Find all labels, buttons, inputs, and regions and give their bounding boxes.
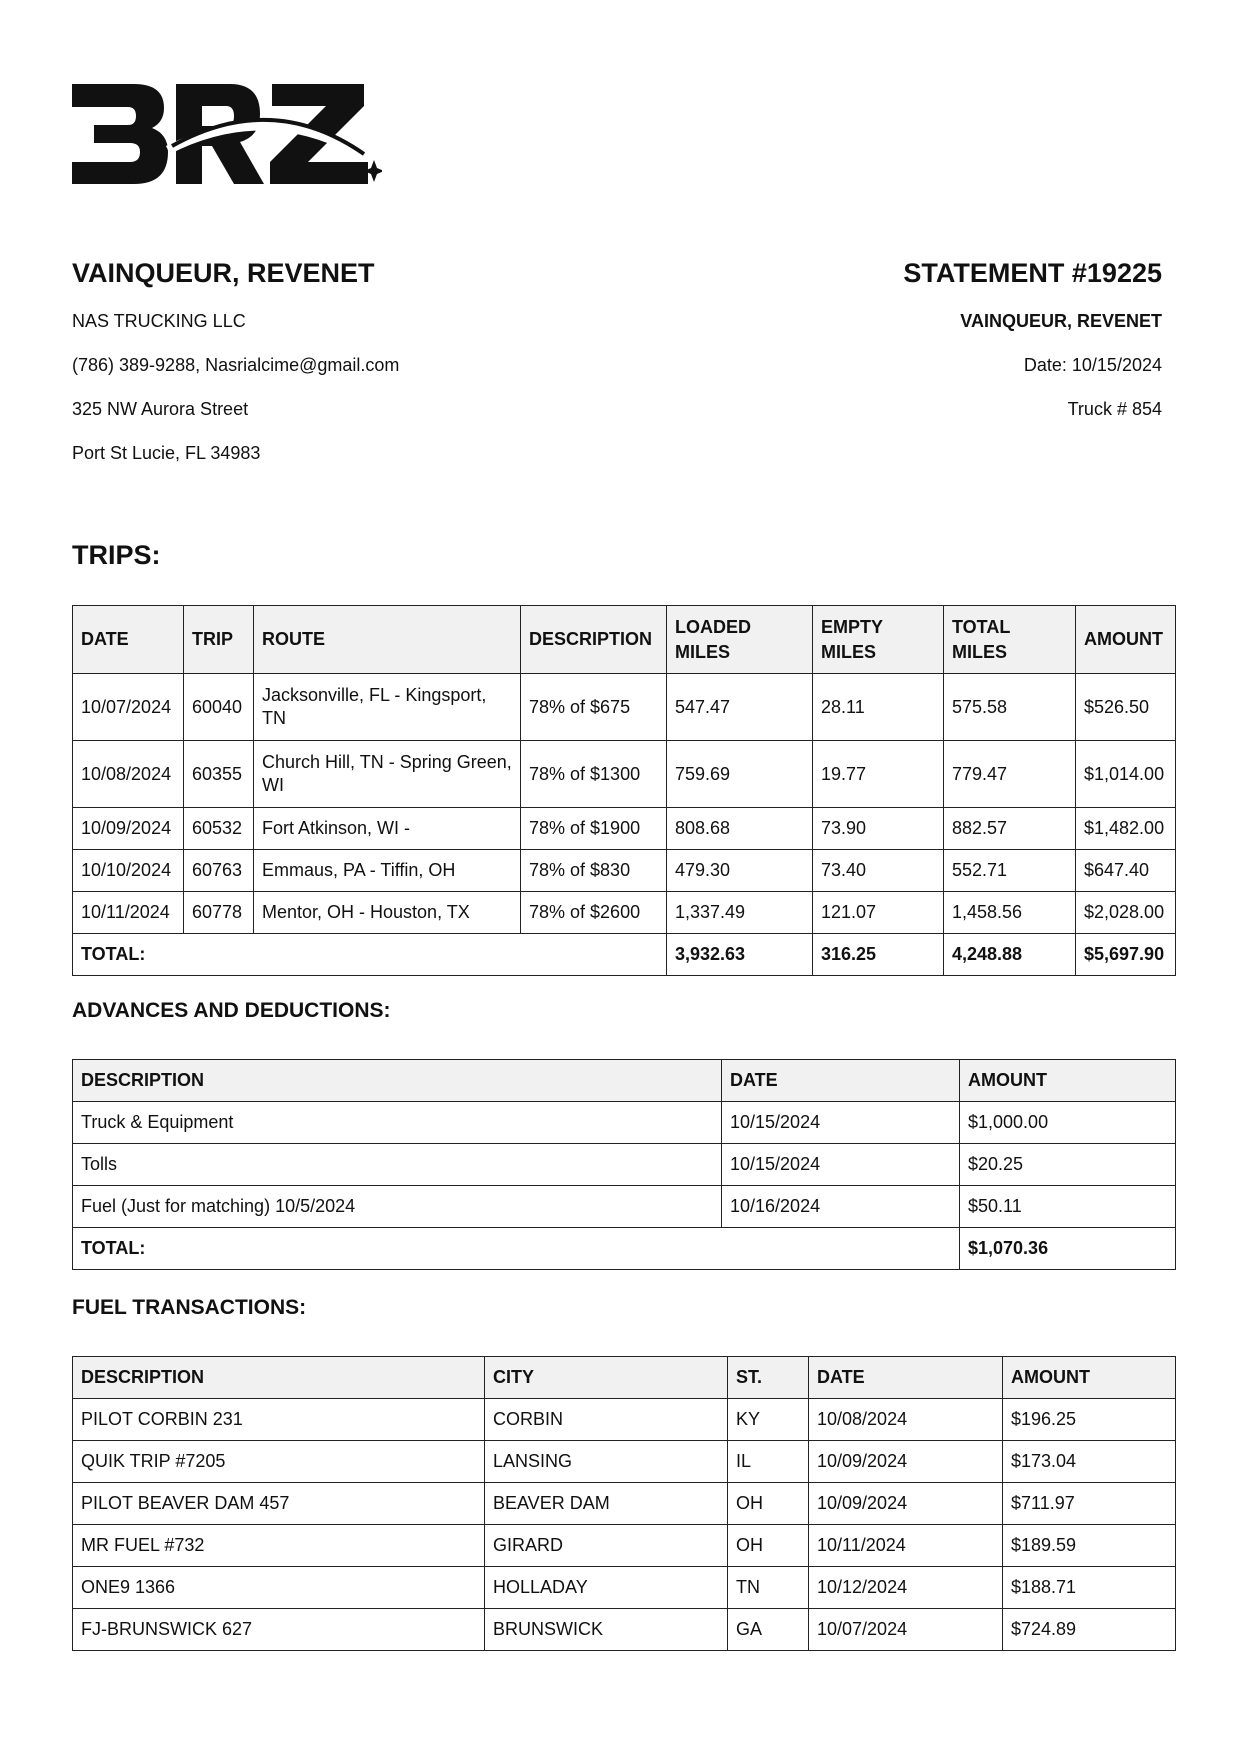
trip-loaded-miles: 1,337.49 bbox=[667, 892, 813, 934]
fuel-title: FUEL TRANSACTIONS: bbox=[72, 1296, 307, 1319]
table-row bbox=[73, 741, 1176, 808]
trip-total-miles: 882.57 bbox=[944, 808, 1076, 850]
trip-loaded-miles: 547.47 bbox=[667, 674, 813, 741]
trip-empty-miles: 28.11 bbox=[813, 674, 944, 741]
trip-route: Mentor, OH - Houston, TX bbox=[254, 892, 521, 934]
fuel-state: TN bbox=[728, 1567, 809, 1609]
advances-total-amount: $1,070.36 bbox=[960, 1228, 1176, 1270]
advances-table bbox=[72, 1059, 1176, 1270]
col-date: DATE bbox=[722, 1060, 960, 1102]
city-address: Port St Lucie, FL 34983 bbox=[72, 443, 261, 463]
advances-total-row bbox=[73, 1228, 1176, 1270]
fuel-date: 10/09/2024 bbox=[809, 1441, 1003, 1483]
col-empty-miles: EMPTY MILES bbox=[813, 606, 944, 674]
fuel-description: PILOT BEAVER DAM 457 bbox=[73, 1483, 485, 1525]
trip-empty-miles: 73.40 bbox=[813, 850, 944, 892]
trip-total-miles: 779.47 bbox=[944, 741, 1076, 808]
trip-route: Church Hill, TN - Spring Green, WI bbox=[254, 741, 521, 808]
advance-description: Fuel (Just for matching) 10/5/2024 bbox=[73, 1186, 722, 1228]
advance-date: 10/15/2024 bbox=[722, 1102, 960, 1144]
col-total-miles: TOTAL MILES bbox=[944, 606, 1076, 674]
table-row bbox=[73, 1609, 1176, 1651]
trip-amount: $526.50 bbox=[1076, 674, 1176, 741]
col-city: CITY bbox=[485, 1357, 728, 1399]
table-row bbox=[73, 1441, 1176, 1483]
col-date: DATE bbox=[809, 1357, 1003, 1399]
fuel-description: QUIK TRIP #7205 bbox=[73, 1441, 485, 1483]
statement-number: STATEMENT #19225 bbox=[903, 258, 1162, 288]
fuel-table bbox=[72, 1356, 1176, 1651]
driver-info bbox=[72, 255, 632, 475]
statement-info bbox=[642, 255, 1162, 431]
trip-empty-miles: 73.90 bbox=[813, 808, 944, 850]
fuel-city: BRUNSWICK bbox=[485, 1609, 728, 1651]
fuel-amount: $724.89 bbox=[1003, 1609, 1176, 1651]
fuel-state: IL bbox=[728, 1441, 809, 1483]
trip-date: 10/11/2024 bbox=[73, 892, 184, 934]
fuel-city: HOLLADAY bbox=[485, 1567, 728, 1609]
trip-total-miles: 575.58 bbox=[944, 674, 1076, 741]
fuel-city: BEAVER DAM bbox=[485, 1483, 728, 1525]
fuel-header-row bbox=[73, 1357, 1176, 1399]
fuel-city: CORBIN bbox=[485, 1399, 728, 1441]
table-row bbox=[73, 808, 1176, 850]
trip-number: 60040 bbox=[184, 674, 254, 741]
fuel-description: FJ-BRUNSWICK 627 bbox=[73, 1609, 485, 1651]
col-description: DESCRIPTION bbox=[73, 1357, 485, 1399]
table-row bbox=[73, 1144, 1176, 1186]
fuel-date: 10/09/2024 bbox=[809, 1483, 1003, 1525]
advances-title: ADVANCES AND DEDUCTIONS: bbox=[72, 999, 391, 1022]
trip-loaded-miles: 479.30 bbox=[667, 850, 813, 892]
trip-description: 78% of $2600 bbox=[521, 892, 667, 934]
trip-number: 60778 bbox=[184, 892, 254, 934]
table-row bbox=[73, 674, 1176, 741]
trip-loaded-miles: 759.69 bbox=[667, 741, 813, 808]
trip-amount: $1,014.00 bbox=[1076, 741, 1176, 808]
fuel-date: 10/11/2024 bbox=[809, 1525, 1003, 1567]
col-trip: TRIP bbox=[184, 606, 254, 674]
trips-total-empty: 316.25 bbox=[813, 934, 944, 976]
col-date: DATE bbox=[73, 606, 184, 674]
truck-number: Truck # 854 bbox=[1067, 399, 1162, 419]
col-amount: AMOUNT bbox=[1003, 1357, 1176, 1399]
trip-route: Emmaus, PA - Tiffin, OH bbox=[254, 850, 521, 892]
col-state: ST. bbox=[728, 1357, 809, 1399]
fuel-description: MR FUEL #732 bbox=[73, 1525, 485, 1567]
fuel-state: OH bbox=[728, 1525, 809, 1567]
fuel-city: GIRARD bbox=[485, 1525, 728, 1567]
trip-empty-miles: 19.77 bbox=[813, 741, 944, 808]
trip-total-miles: 552.71 bbox=[944, 850, 1076, 892]
brz-logo bbox=[72, 80, 382, 190]
trips-total-amount: $5,697.90 bbox=[1076, 934, 1176, 976]
trip-date: 10/09/2024 bbox=[73, 808, 184, 850]
col-loaded-miles: LOADED MILES bbox=[667, 606, 813, 674]
fuel-date: 10/08/2024 bbox=[809, 1399, 1003, 1441]
contact-info: (786) 389-9288, Nasrialcime@gmail.com bbox=[72, 355, 400, 375]
company-name: NAS TRUCKING LLC bbox=[72, 311, 246, 331]
trips-total-loaded: 3,932.63 bbox=[667, 934, 813, 976]
trips-table bbox=[72, 605, 1176, 976]
trips-title: TRIPS: bbox=[72, 540, 161, 570]
trips-total-row bbox=[73, 934, 1176, 976]
trip-date: 10/07/2024 bbox=[73, 674, 184, 741]
fuel-amount: $188.71 bbox=[1003, 1567, 1176, 1609]
statement-date: Date: 10/15/2024 bbox=[1023, 355, 1162, 375]
trip-total-miles: 1,458.56 bbox=[944, 892, 1076, 934]
trip-date: 10/08/2024 bbox=[73, 741, 184, 808]
fuel-state: GA bbox=[728, 1609, 809, 1651]
trips-total-miles: 4,248.88 bbox=[944, 934, 1076, 976]
trip-empty-miles: 121.07 bbox=[813, 892, 944, 934]
fuel-date: 10/07/2024 bbox=[809, 1609, 1003, 1651]
advances-total-label: TOTAL: bbox=[73, 1228, 960, 1270]
trip-number: 60355 bbox=[184, 741, 254, 808]
col-amount: AMOUNT bbox=[960, 1060, 1176, 1102]
table-row bbox=[73, 1186, 1176, 1228]
advance-amount: $20.25 bbox=[960, 1144, 1176, 1186]
advance-description: Truck & Equipment bbox=[73, 1102, 722, 1144]
driver-name: VAINQUEUR, REVENET bbox=[72, 258, 375, 288]
fuel-description: ONE9 1366 bbox=[73, 1567, 485, 1609]
trip-amount: $2,028.00 bbox=[1076, 892, 1176, 934]
trip-number: 60763 bbox=[184, 850, 254, 892]
trip-number: 60532 bbox=[184, 808, 254, 850]
table-row bbox=[73, 1102, 1176, 1144]
table-row bbox=[73, 1483, 1176, 1525]
trips-total-label: TOTAL: bbox=[73, 934, 667, 976]
table-row bbox=[73, 1525, 1176, 1567]
advances-header-row bbox=[73, 1060, 1176, 1102]
trip-route: Jacksonville, FL - Kingsport, TN bbox=[254, 674, 521, 741]
col-amount: AMOUNT bbox=[1076, 606, 1176, 674]
trip-amount: $647.40 bbox=[1076, 850, 1176, 892]
trip-loaded-miles: 808.68 bbox=[667, 808, 813, 850]
col-description: DESCRIPTION bbox=[521, 606, 667, 674]
trip-description: 78% of $1300 bbox=[521, 741, 667, 808]
statement-driver-name: VAINQUEUR, REVENET bbox=[960, 311, 1162, 331]
trips-header-row bbox=[73, 606, 1176, 674]
fuel-amount: $196.25 bbox=[1003, 1399, 1176, 1441]
advance-amount: $1,000.00 bbox=[960, 1102, 1176, 1144]
fuel-state: KY bbox=[728, 1399, 809, 1441]
advance-description: Tolls bbox=[73, 1144, 722, 1186]
fuel-amount: $711.97 bbox=[1003, 1483, 1176, 1525]
street-address: 325 NW Aurora Street bbox=[72, 399, 249, 419]
advance-amount: $50.11 bbox=[960, 1186, 1176, 1228]
trip-amount: $1,482.00 bbox=[1076, 808, 1176, 850]
col-description: DESCRIPTION bbox=[73, 1060, 722, 1102]
col-route: ROUTE bbox=[254, 606, 521, 674]
fuel-state: OH bbox=[728, 1483, 809, 1525]
table-row bbox=[73, 850, 1176, 892]
fuel-description: PILOT CORBIN 231 bbox=[73, 1399, 485, 1441]
fuel-date: 10/12/2024 bbox=[809, 1567, 1003, 1609]
trip-description: 78% of $830 bbox=[521, 850, 667, 892]
advance-date: 10/16/2024 bbox=[722, 1186, 960, 1228]
table-row bbox=[73, 1567, 1176, 1609]
advance-date: 10/15/2024 bbox=[722, 1144, 960, 1186]
trip-route: Fort Atkinson, WI - bbox=[254, 808, 521, 850]
fuel-city: LANSING bbox=[485, 1441, 728, 1483]
table-row bbox=[73, 892, 1176, 934]
trip-description: 78% of $675 bbox=[521, 674, 667, 741]
fuel-amount: $173.04 bbox=[1003, 1441, 1176, 1483]
table-row bbox=[73, 1399, 1176, 1441]
trip-description: 78% of $1900 bbox=[521, 808, 667, 850]
fuel-amount: $189.59 bbox=[1003, 1525, 1176, 1567]
trip-date: 10/10/2024 bbox=[73, 850, 184, 892]
